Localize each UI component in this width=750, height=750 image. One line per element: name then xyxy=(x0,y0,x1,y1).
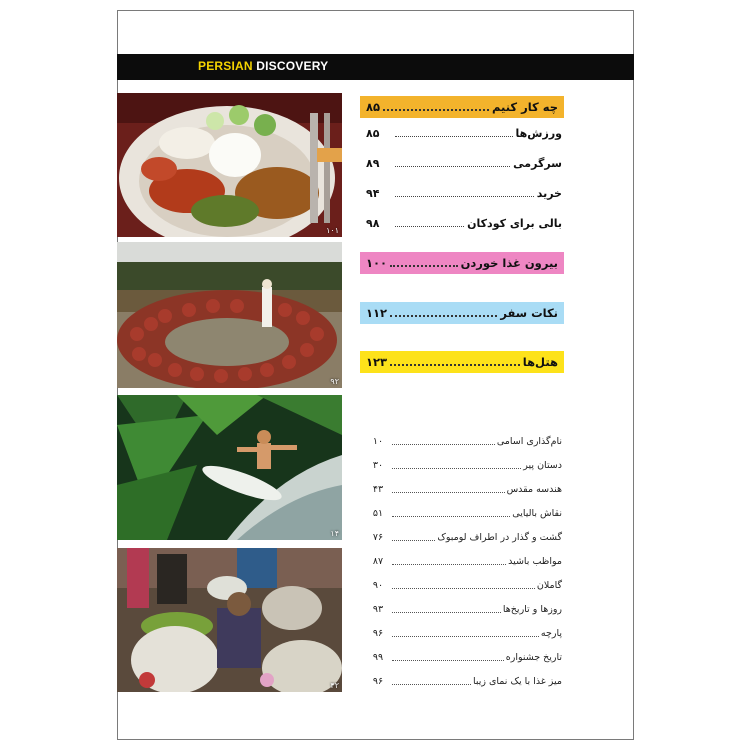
toc-section-page: ۱۱۲ xyxy=(366,306,388,320)
photo-page-number: ۱۰۱ xyxy=(326,226,339,235)
toc-section-page: ۱۲۳ xyxy=(366,355,388,369)
toc-subitem-bali-for-kids[interactable] xyxy=(366,214,562,232)
dot-leader xyxy=(392,684,471,685)
toc-feature-page: ۳۰ xyxy=(372,460,384,471)
dot-leader xyxy=(392,564,506,565)
photo-food-plate xyxy=(117,93,342,237)
dot-leader xyxy=(390,265,458,267)
dot-leader xyxy=(390,315,497,317)
toc-section-title: بیرون غذا خوردن xyxy=(460,256,558,270)
toc-feature-title: پارچه xyxy=(540,628,562,639)
toc-feature-item[interactable] xyxy=(366,505,562,522)
toc-subitem-shopping[interactable] xyxy=(366,184,562,202)
toc-feature-title: گشت و گذار در اطراف لومبوک xyxy=(437,532,562,543)
brand-part-2: DISCOVERY xyxy=(252,59,329,73)
toc-feature-item[interactable] xyxy=(366,457,562,474)
toc-feature-item[interactable] xyxy=(366,601,562,618)
toc-subitem-page: ۹۸ xyxy=(366,216,380,230)
toc-section-title: نکات سفر xyxy=(500,306,558,320)
dot-leader xyxy=(392,516,510,517)
dot-leader xyxy=(392,660,504,661)
dot-leader xyxy=(383,109,489,111)
toc-feature-item[interactable] xyxy=(366,577,562,594)
toc-feature-item[interactable] xyxy=(366,481,562,498)
toc-feature-page: ۹۹ xyxy=(372,652,384,663)
toc-subitem-title: ورزش‌ها xyxy=(515,126,562,140)
toc-feature-title: نام‌گذاری اسامی xyxy=(496,436,562,447)
photo-market xyxy=(117,548,342,692)
toc-feature-item[interactable] xyxy=(366,625,562,642)
toc-section-title: چه کار کنیم xyxy=(492,100,558,114)
dot-leader xyxy=(392,540,435,541)
dot-leader xyxy=(392,468,521,469)
toc-feature-item[interactable] xyxy=(366,529,562,546)
header-bar xyxy=(117,54,634,80)
toc-feature-item[interactable] xyxy=(366,673,562,690)
toc-feature-page: ۹۶ xyxy=(372,676,384,687)
brand-part-1: PERSIAN xyxy=(198,59,253,73)
toc-feature-page: ۴۳ xyxy=(372,484,384,495)
toc-subitem-sports[interactable] xyxy=(366,124,562,142)
toc-subitem-page: ۸۵ xyxy=(366,126,380,140)
toc-feature-page: ۵۱ xyxy=(372,508,384,519)
toc-feature-title: تاریخ جشنواره xyxy=(505,652,562,663)
dot-leader xyxy=(392,588,535,589)
toc-subitem-entertainment[interactable] xyxy=(366,154,562,172)
dot-leader xyxy=(392,636,539,637)
toc-feature-page: ۷۶ xyxy=(372,532,384,543)
toc-feature-page: ۸۷ xyxy=(372,556,384,567)
toc-feature-item[interactable] xyxy=(366,649,562,666)
toc-subitem-title: خرید xyxy=(536,186,562,200)
dot-leader xyxy=(395,166,510,167)
toc-feature-title: مواظب باشید xyxy=(508,556,562,567)
photo-kecak-dance xyxy=(117,242,342,388)
toc-section-page: ۸۵ xyxy=(366,100,381,114)
dot-leader xyxy=(395,136,513,137)
toc-feature-page: ۹۳ xyxy=(372,604,384,615)
dot-leader xyxy=(395,226,464,227)
toc-feature-title: هندسه مقدس xyxy=(506,484,562,495)
toc-feature-title: میز غذا با یک نمای زیبا xyxy=(472,676,562,687)
toc-subitem-title: بالی برای کودکان xyxy=(467,216,562,230)
toc-section-hotels[interactable] xyxy=(360,351,564,373)
photo-page-number: ۹۲ xyxy=(330,377,339,386)
toc-section-page: ۱۰۰ xyxy=(366,256,388,270)
toc-feature-page: ۹۰ xyxy=(372,580,384,591)
dot-leader xyxy=(395,196,534,197)
brand-title xyxy=(198,59,328,73)
toc-feature-title: گاملان xyxy=(536,580,562,591)
toc-section-eating-out[interactable] xyxy=(360,252,564,274)
toc-feature-page: ۹۶ xyxy=(372,628,384,639)
dot-leader xyxy=(392,492,505,493)
toc-section-travel-tips[interactable] xyxy=(360,302,564,324)
photo-surfer xyxy=(117,395,342,540)
toc-section-things-to-do[interactable] xyxy=(360,96,564,118)
toc-subitem-page: ۸۹ xyxy=(366,156,380,170)
toc-subitem-page: ۹۴ xyxy=(366,186,380,200)
toc-feature-item[interactable] xyxy=(366,553,562,570)
toc-section-title: هتل‌ها xyxy=(522,355,558,369)
toc-feature-title: دستان پیر xyxy=(523,460,562,471)
toc-subitem-title: سرگرمی xyxy=(513,156,562,170)
photo-page-number: ۴۲ xyxy=(330,681,339,690)
photo-page-number: ۱۴ xyxy=(330,529,339,538)
toc-feature-title: روزها و تاریخ‌ها xyxy=(502,604,562,615)
toc-feature-title: نقاش بالیایی xyxy=(512,508,562,519)
toc-feature-page: ۱۰ xyxy=(372,436,384,447)
toc-feature-item[interactable] xyxy=(366,433,562,450)
dot-leader xyxy=(392,612,501,613)
dot-leader xyxy=(390,364,520,366)
dot-leader xyxy=(392,444,495,445)
